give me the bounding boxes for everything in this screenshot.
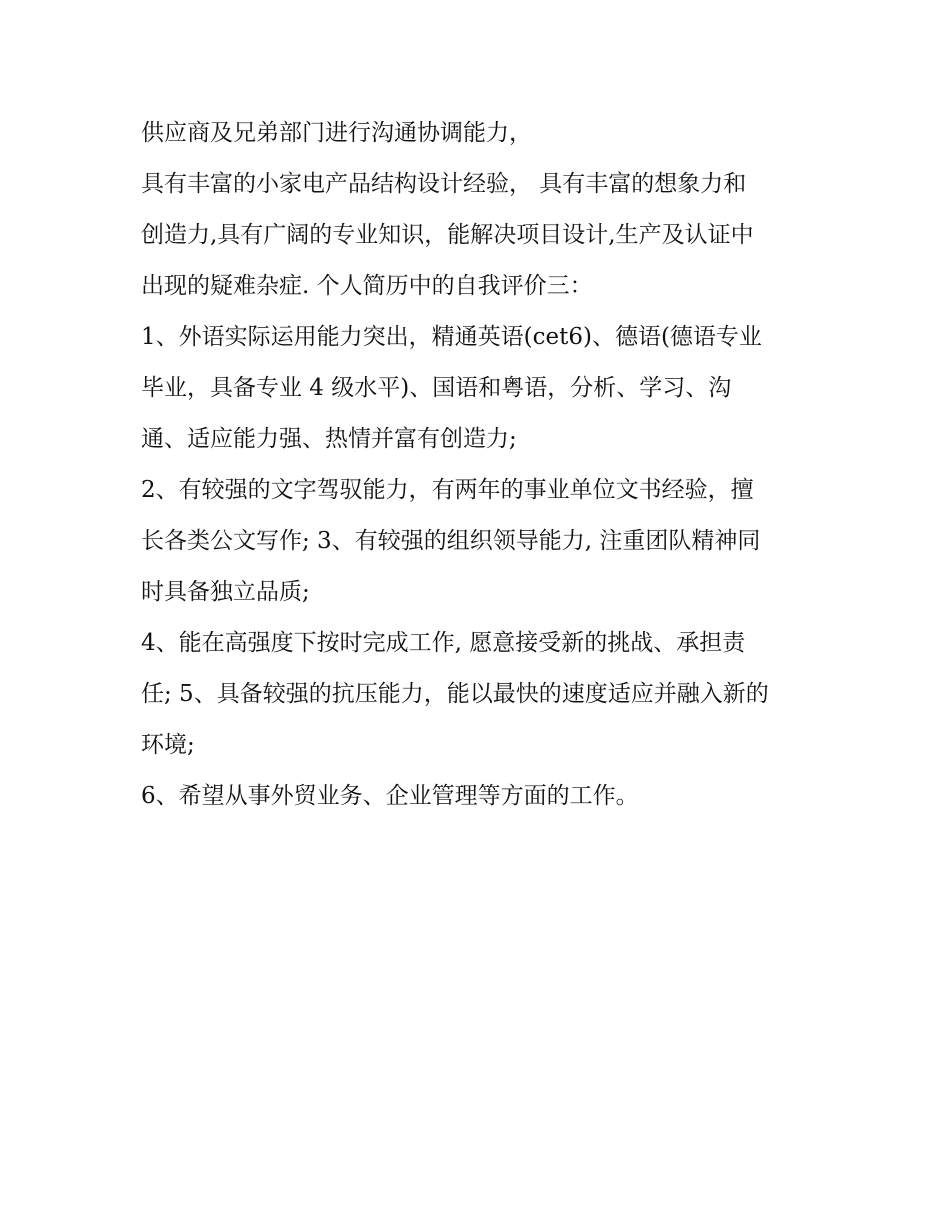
text-line-8: 2、有较强的文字驾驭能力，有两年的事业单位文书经验，擅: [141, 477, 754, 503]
text-line-1: 供应商及兄弟部门进行沟通协调能力，: [141, 120, 532, 146]
text-line-2: 具有丰富的小家电产品结构设计经验， 具有丰富的想象力和: [141, 171, 747, 197]
text-line-14: 6、希望从事外贸业务、企业管理等方面的工作。: [141, 783, 639, 809]
text-line-11: 4、能在高强度下按时完成工作, 愿意接受新的挑战、承担责: [141, 630, 746, 656]
text-line-10: 时具备独立品质;: [141, 579, 310, 605]
text-line-3: 创造力,具有广阔的专业知识，能解决项目设计,生产及认证中: [141, 222, 754, 248]
text-line-5: 1、外语实际运用能力突出，精通英语(cet6)、德语(德语专业: [141, 324, 762, 350]
text-line-4: 出现的疑难杂症. 个人简历中的自我评价三：: [141, 273, 593, 299]
document-body: [141, 108, 841, 822]
text-line-7: 通、适应能力强、热情并富有创造力;: [141, 426, 517, 452]
text-line-13: 环境;: [141, 732, 195, 758]
text-line-9: 长各类公文写作; 3、有较强的组织领导能力, 注重团队精神同: [141, 528, 761, 554]
text-line-6: 毕业，具备专业 4 级水平)、国语和粤语，分析、学习、沟: [141, 375, 732, 401]
text-line-12: 任; 5、具备较强的抗压能力，能以最快的速度适应并融入新的: [141, 681, 769, 707]
